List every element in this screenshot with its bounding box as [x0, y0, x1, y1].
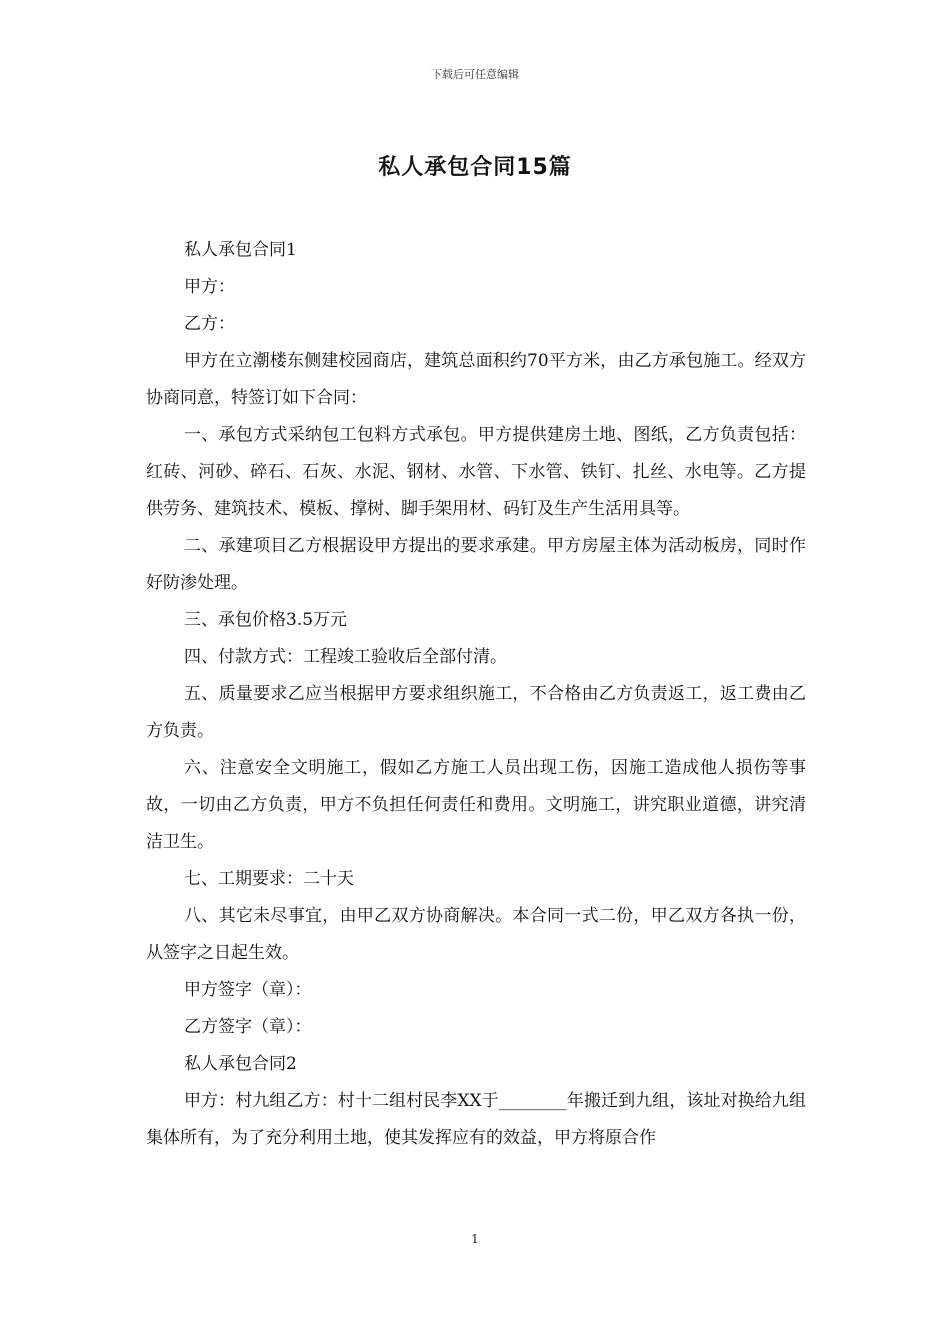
paragraph: 甲方：村九组乙方：村十二组村民李XX于________年搬迁到九组，该址对换给九组集体所有，为了充分利用土地，使其发挥应有的效益，甲方将原合作: [146, 1091, 806, 1148]
page-number: 1: [471, 1232, 479, 1246]
paragraph: 甲方签字（章）：: [184, 980, 312, 1000]
paragraph: 私人承包合同1: [184, 240, 297, 260]
document-body: [146, 232, 806, 1157]
paragraph: 六、注意安全文明施工，假如乙方施工人员出现工伤，因施工造成他人损伤等事故，一切由乙方负责，甲方不负担任何责任和费用。文明施工，讲究职业道德，讲究清洁卫生。: [146, 758, 806, 852]
paragraph: 一、承包方式采纳包工包料方式承包。甲方提供建房土地、图纸，乙方负责包括：红砖、河砂、碎石、石灰、水泥、钢材、水管、下水管、铁钉、扎丝、水电等。乙方提供劳务、建筑技术、模板、撑树、脚手架用材、码钉及生产生活用具等。: [146, 425, 806, 519]
header-note: 下载后可任意编辑: [431, 68, 519, 81]
paragraph: 八、其它未尽事宜，由甲乙双方协商解决。本合同一式二份，甲乙双方各执一份，从签字之日起生效。: [146, 906, 806, 963]
paragraph: 甲方在立潮楼东侧建校园商店，建筑总面积约70平方米，由乙方承包施工。经双方协商同意，特签订如下合同：: [146, 351, 806, 408]
paragraph: 七、工期要求：二十天: [184, 869, 354, 889]
paragraph: 乙方：: [184, 314, 235, 334]
paragraph: 四、付款方式：工程竣工验收后全部付清。: [184, 647, 507, 667]
paragraph: 甲方：: [184, 277, 235, 297]
paragraph: 二、承建项目乙方根据设甲方提出的要求承建。甲方房屋主体为活动板房，同时作好防渗处理。: [146, 536, 806, 593]
paragraph: 五、质量要求乙应当根据甲方要求组织施工，不合格由乙方负责返工，返工费由乙方负责。: [146, 684, 806, 741]
paragraph: 私人承包合同2: [184, 1054, 297, 1074]
document-title: 私人承包合同15篇: [378, 155, 572, 180]
paragraph: 三、承包价格3.5万元: [184, 610, 348, 630]
paragraph: 乙方签字（章）：: [184, 1017, 312, 1037]
